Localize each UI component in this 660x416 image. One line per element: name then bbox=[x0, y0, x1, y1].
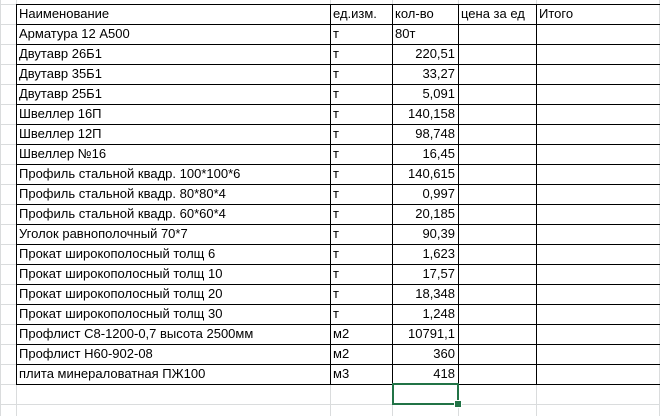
table-cell-price[interactable] bbox=[458, 204, 536, 224]
table-cell-total[interactable] bbox=[536, 104, 660, 124]
table-cell-name[interactable]: Профиль стальной квадр. 60*60*4 bbox=[19, 206, 226, 221]
table-cell-name[interactable]: Профиль стальной квадр. 80*80*4 bbox=[19, 186, 226, 201]
table-cell-total[interactable] bbox=[536, 284, 660, 304]
header-cell-price[interactable]: цена за ед bbox=[461, 6, 525, 21]
table-border-horizontal bbox=[16, 264, 660, 265]
table-border-horizontal bbox=[16, 64, 660, 65]
table-cell-unit[interactable]: м2 bbox=[333, 326, 350, 341]
table-cell-price[interactable] bbox=[458, 264, 536, 284]
table-cell-name[interactable]: Двутавр 26Б1 bbox=[19, 46, 102, 61]
table-cell-qty[interactable]: 140,615 bbox=[408, 166, 455, 181]
table-cell-unit[interactable]: т bbox=[333, 206, 339, 221]
table-cell-unit[interactable]: т bbox=[333, 86, 339, 101]
table-cell-unit[interactable]: т bbox=[333, 126, 339, 141]
table-cell-name[interactable]: Двутавр 25Б1 bbox=[19, 86, 102, 101]
table-cell-name[interactable]: Уголок равнополочный 70*7 bbox=[19, 226, 188, 241]
table-cell-qty[interactable]: 33,27 bbox=[422, 66, 455, 81]
table-cell-total[interactable] bbox=[536, 224, 660, 244]
table-cell-total[interactable] bbox=[536, 44, 660, 64]
table-cell-qty[interactable]: 140,158 bbox=[408, 106, 455, 121]
table-border-horizontal bbox=[16, 4, 660, 5]
table-cell-name[interactable]: плита минераловатная ПЖ100 bbox=[19, 366, 206, 381]
table-cell-name[interactable]: Двутавр 35Б1 bbox=[19, 66, 102, 81]
table-cell-qty[interactable]: 98,748 bbox=[415, 126, 455, 141]
table-border-horizontal bbox=[16, 184, 660, 185]
table-border-horizontal bbox=[16, 84, 660, 85]
table-border-horizontal bbox=[16, 144, 660, 145]
table-cell-unit[interactable]: т bbox=[333, 246, 339, 261]
table-cell-name[interactable]: Прокат широкополосный толщ 20 bbox=[19, 286, 223, 301]
header-cell-qty[interactable]: кол-во bbox=[395, 6, 434, 21]
table-border-horizontal bbox=[16, 324, 660, 325]
table-cell-total[interactable] bbox=[536, 124, 660, 144]
table-cell-name[interactable]: Профлист С8-1200-0,7 высота 2500мм bbox=[19, 326, 254, 341]
table-cell-qty[interactable]: 1,623 bbox=[422, 246, 455, 261]
table-cell-qty[interactable]: 0,997 bbox=[422, 186, 455, 201]
table-cell-price[interactable] bbox=[458, 104, 536, 124]
table-cell-price[interactable] bbox=[458, 324, 536, 344]
table-cell-total[interactable] bbox=[536, 344, 660, 364]
table-border-horizontal bbox=[16, 224, 660, 225]
header-cell-unit[interactable]: ед.изм. bbox=[333, 6, 377, 21]
table-cell-unit[interactable]: т bbox=[333, 66, 339, 81]
table-cell-unit[interactable]: м3 bbox=[333, 366, 350, 381]
table-cell-price[interactable] bbox=[458, 224, 536, 244]
table-cell-total[interactable] bbox=[536, 24, 660, 44]
table-cell-price[interactable] bbox=[458, 184, 536, 204]
table-cell-total[interactable] bbox=[536, 364, 660, 384]
table-cell-name[interactable]: Арматура 12 А500 bbox=[19, 26, 130, 41]
table-cell-price[interactable] bbox=[458, 84, 536, 104]
table-cell-name[interactable]: Профиль стальной квадр. 100*100*6 bbox=[19, 166, 241, 181]
table-border-vertical bbox=[458, 4, 459, 385]
table-cell-price[interactable] bbox=[458, 24, 536, 44]
table-cell-name[interactable]: Прокат широкополосный толщ 6 bbox=[19, 246, 216, 261]
table-border-vertical bbox=[330, 4, 331, 385]
fill-handle[interactable] bbox=[454, 400, 462, 408]
table-cell-price[interactable] bbox=[458, 144, 536, 164]
table-border-horizontal bbox=[16, 124, 660, 125]
table-cell-price[interactable] bbox=[458, 364, 536, 384]
table-cell-name[interactable]: Прокат широкополосный толщ 30 bbox=[19, 306, 223, 321]
table-cell-name[interactable]: Швеллер 16П bbox=[19, 106, 102, 121]
table-cell-price[interactable] bbox=[458, 304, 536, 324]
table-cell-qty[interactable]: 90,39 bbox=[422, 226, 455, 241]
table-cell-total[interactable] bbox=[536, 144, 660, 164]
table-border-horizontal bbox=[16, 44, 660, 45]
table-cell-qty[interactable]: 220,51 bbox=[415, 46, 455, 61]
table-cell-qty[interactable]: 20,185 bbox=[415, 206, 455, 221]
table-cell-qty[interactable]: 360 bbox=[433, 346, 455, 361]
table-border-horizontal bbox=[16, 104, 660, 105]
table-cell-unit[interactable]: т bbox=[333, 146, 339, 161]
table-border-horizontal bbox=[16, 384, 660, 385]
table-cell-unit[interactable]: т bbox=[333, 106, 339, 121]
header-cell-total[interactable]: Итого bbox=[539, 6, 574, 21]
table-cell-price[interactable] bbox=[458, 124, 536, 144]
table-cell-price[interactable] bbox=[458, 44, 536, 64]
table-border-horizontal bbox=[16, 304, 660, 305]
table-cell-unit[interactable]: т bbox=[333, 26, 339, 41]
table-cell-price[interactable] bbox=[458, 244, 536, 264]
table-cell-total[interactable] bbox=[536, 164, 660, 184]
table-cell-qty[interactable]: 17,57 bbox=[422, 266, 455, 281]
table-cell-total[interactable] bbox=[536, 64, 660, 84]
table-cell-unit[interactable]: т bbox=[333, 226, 339, 241]
table-border-vertical bbox=[392, 4, 393, 385]
table-cell-qty[interactable]: 1,248 bbox=[422, 306, 455, 321]
table-border-horizontal bbox=[16, 24, 660, 25]
table-border-horizontal bbox=[16, 344, 660, 345]
table-border-vertical bbox=[16, 4, 17, 385]
table-border-horizontal bbox=[16, 284, 660, 285]
table-cell-price[interactable] bbox=[458, 284, 536, 304]
table-cell-total[interactable] bbox=[536, 304, 660, 324]
table-cell-total[interactable] bbox=[536, 264, 660, 284]
table-border-horizontal bbox=[16, 204, 660, 205]
table-border-horizontal bbox=[16, 244, 660, 245]
table-cell-qty[interactable]: 80т bbox=[395, 26, 416, 41]
gridline-vertical bbox=[0, 0, 1, 416]
table-cell-total[interactable] bbox=[536, 84, 660, 104]
table-cell-unit[interactable]: т bbox=[333, 306, 339, 321]
table-border-horizontal bbox=[16, 364, 660, 365]
table-cell-price[interactable] bbox=[458, 344, 536, 364]
active-cell-selection[interactable] bbox=[392, 383, 459, 405]
table-cell-price[interactable] bbox=[458, 64, 536, 84]
table-border-horizontal bbox=[16, 164, 660, 165]
table-cell-unit[interactable]: т bbox=[333, 286, 339, 301]
table-cell-qty[interactable]: 18,348 bbox=[415, 286, 455, 301]
header-cell-name[interactable]: Наименование bbox=[19, 6, 110, 21]
table-cell-qty[interactable]: 418 bbox=[433, 366, 455, 381]
table-cell-total[interactable] bbox=[536, 324, 660, 344]
table-cell-name[interactable]: Профлист Н60-902-08 bbox=[19, 346, 153, 361]
table-cell-total[interactable] bbox=[536, 184, 660, 204]
table-cell-unit[interactable]: м2 bbox=[333, 346, 350, 361]
table-cell-unit[interactable]: т bbox=[333, 186, 339, 201]
table-cell-unit[interactable]: т bbox=[333, 266, 339, 281]
table-cell-total[interactable] bbox=[536, 244, 660, 264]
table-cell-name[interactable]: Прокат широкополосный толщ 10 bbox=[19, 266, 223, 281]
table-cell-name[interactable]: Швеллер 12П bbox=[19, 126, 102, 141]
table-cell-unit[interactable]: т bbox=[333, 166, 339, 181]
table-cell-unit[interactable]: т bbox=[333, 46, 339, 61]
table-cell-name[interactable]: Швеллер №16 bbox=[19, 146, 107, 161]
table-cell-qty[interactable]: 16,45 bbox=[422, 146, 455, 161]
table-cell-price[interactable] bbox=[458, 164, 536, 184]
table-border-vertical bbox=[536, 4, 537, 385]
table-cell-qty[interactable]: 10791,1 bbox=[408, 326, 455, 341]
table-cell-qty[interactable]: 5,091 bbox=[422, 86, 455, 101]
table-cell-total[interactable] bbox=[536, 204, 660, 224]
